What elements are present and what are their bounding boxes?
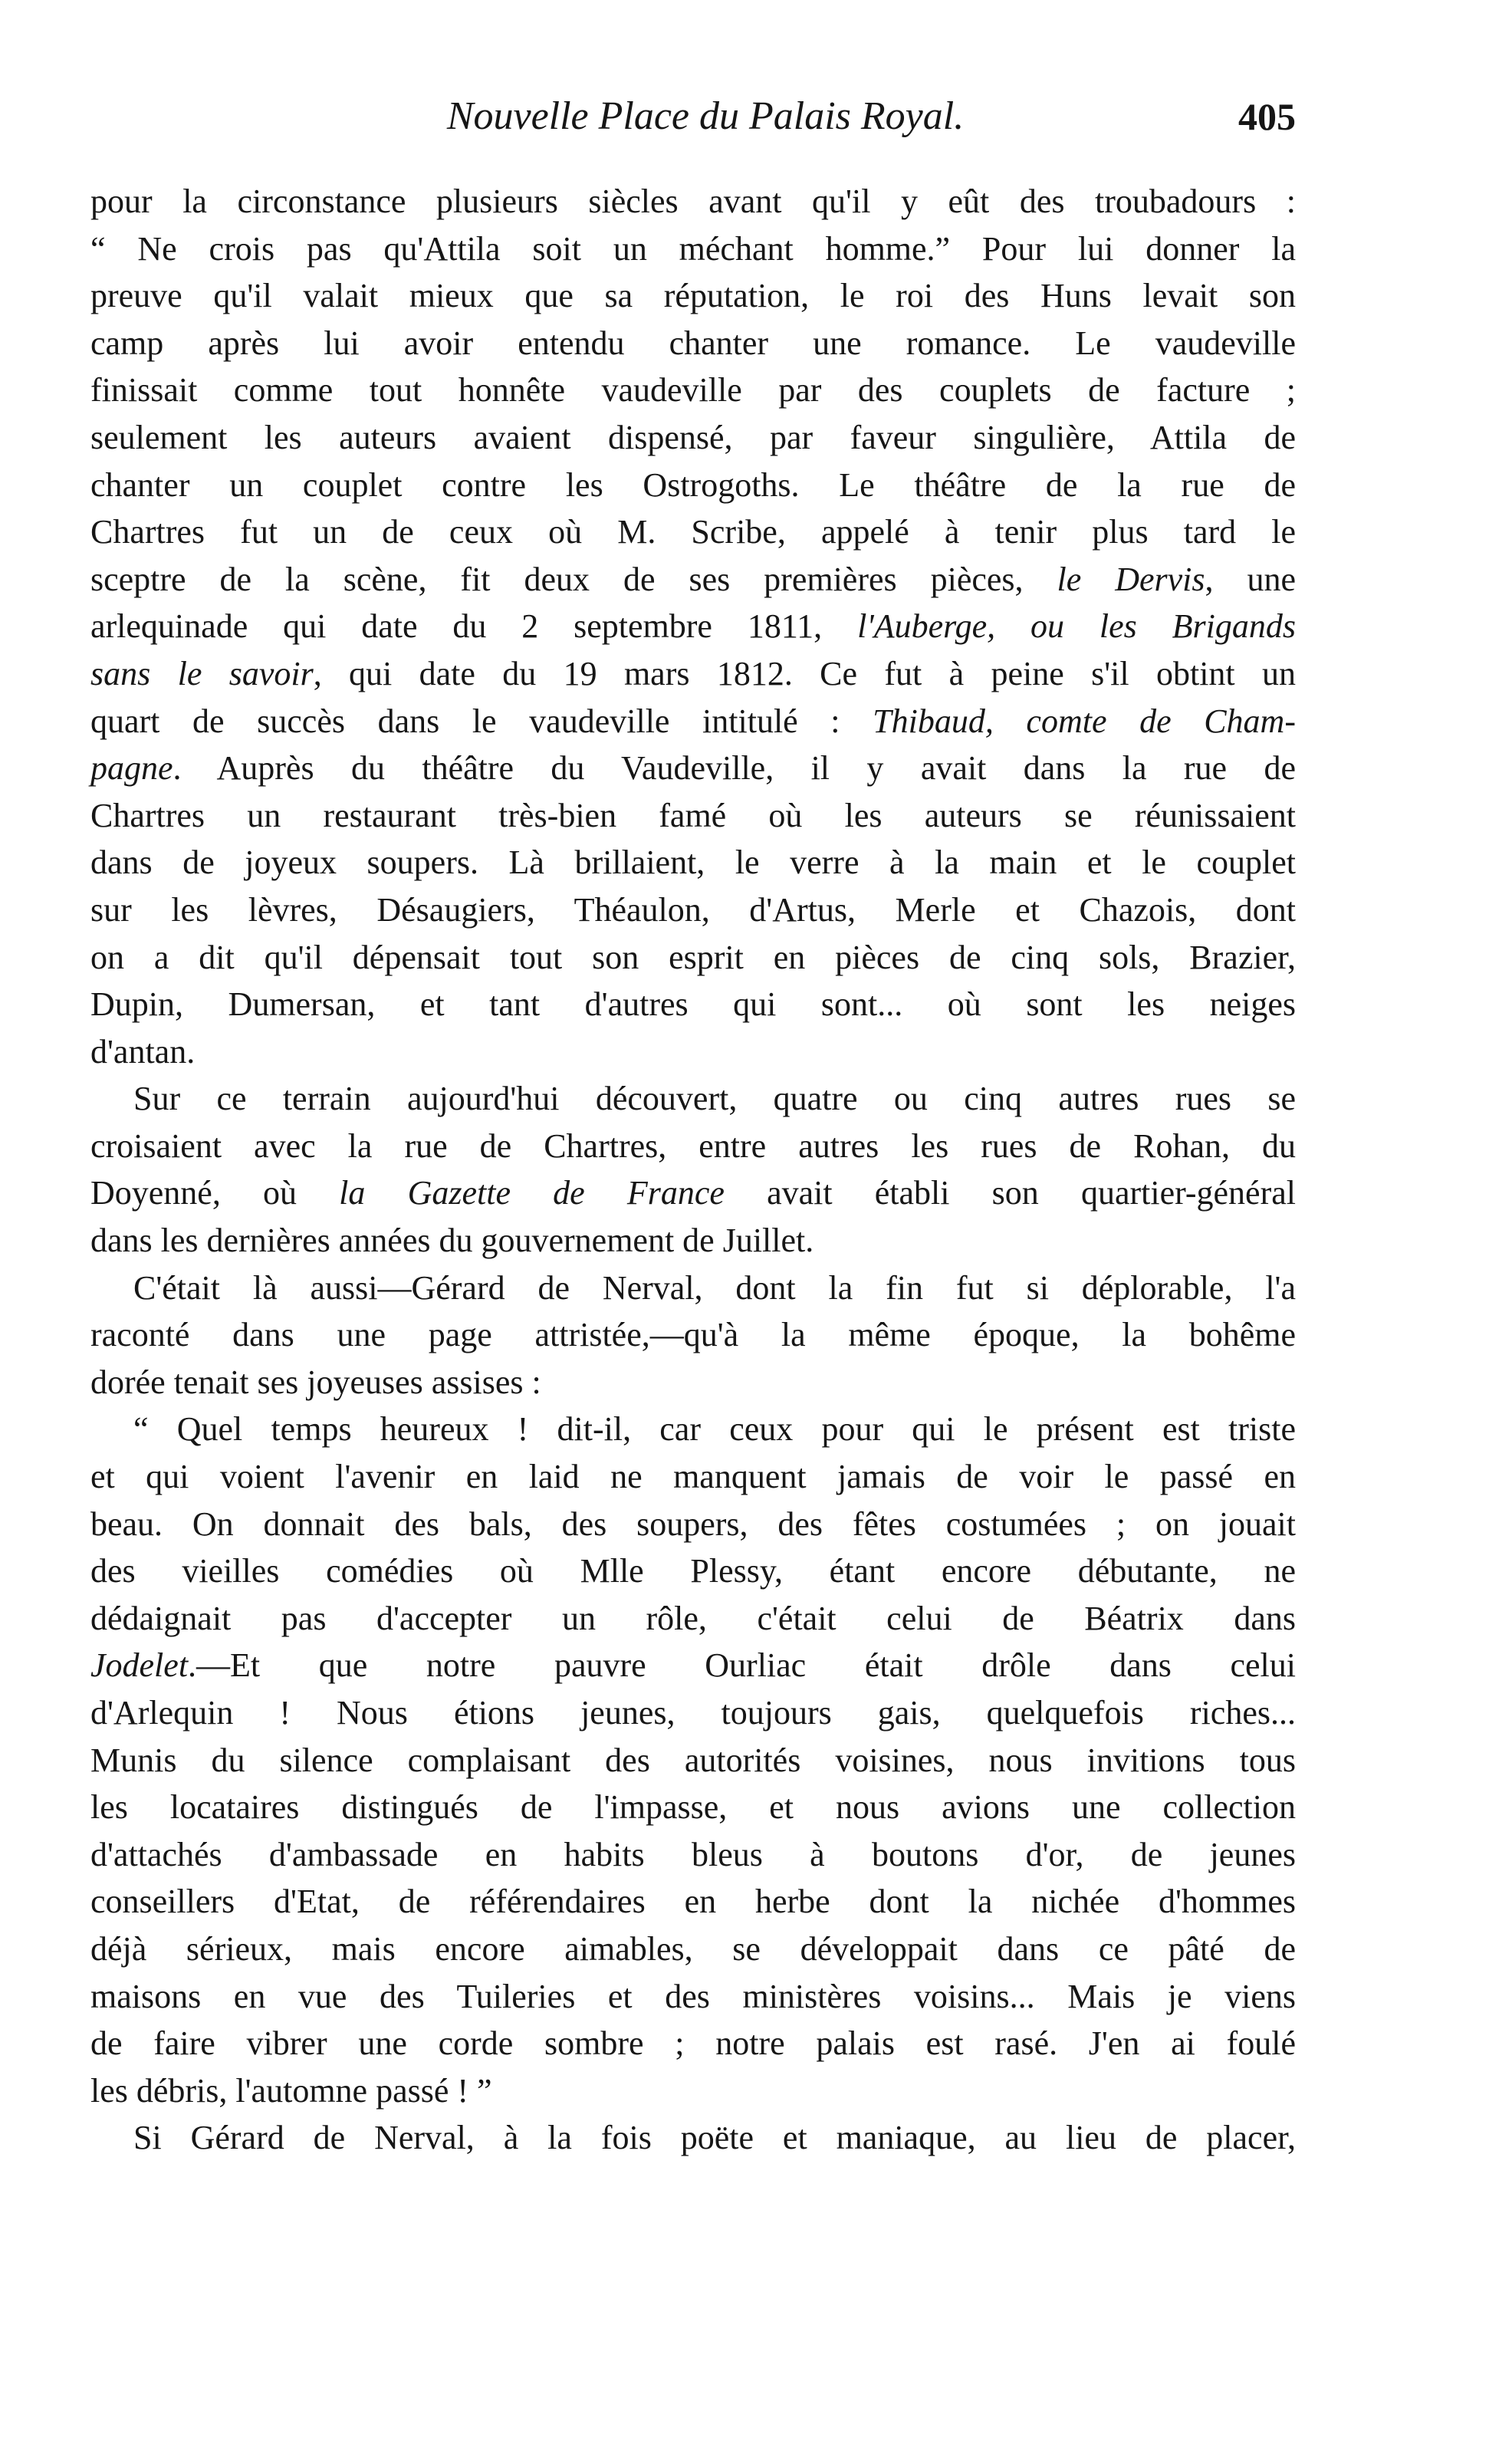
text-line (90, 1642, 1296, 1689)
text-line: seulement les auteurs avaient dispensé, par faveur singulière, Attila de (90, 418, 1296, 456)
body-text (90, 178, 1296, 2162)
text-line: beau. On donnait des bals, des soupers, des fêtes costumées ; on jouait (90, 1505, 1296, 1543)
text-line: d'antan. (90, 1032, 196, 1071)
text-line: “ Quel temps heureux ! dit-il, car ceux pour qui le présent est triste (133, 1410, 1296, 1449)
text-line: les locataires distingués de l'impasse, et nous avions une collection (90, 1788, 1296, 1827)
text-run: , une (1205, 560, 1297, 598)
text-line: chanter un couplet contre les Ostrogoths. Le théâtre de la rue de (90, 465, 1296, 504)
text-line: maisons en vue des Tuileries et des ministères voisins... Mais je viens (90, 1977, 1296, 2015)
text-line: dans les dernières années du gouvernement de Juillet. (90, 1222, 814, 1260)
text-line: finissait comme tout honnête vaudeville par des couplets de facture ; (90, 371, 1296, 409)
text-line: Sur ce terrain aujourd'hui découvert, quatre ou cinq autres rues se (133, 1080, 1296, 1118)
text-line (90, 698, 1296, 745)
text-run: sceptre de la scène, fit deux de ses premières pièces, (90, 560, 1057, 598)
page-number: 405 (1238, 95, 1296, 138)
italic-title: l'Auberge, ou les Brigands (857, 607, 1297, 646)
text-line: Chartres fut un de ceux où M. Scribe, appelé à tenir plus tard le (90, 513, 1296, 551)
text-line: croisaient avec la rue de Chartres, entre autres les rues de Rohan, du (90, 1126, 1296, 1165)
text-line: des vieilles comédies où Mlle Plessy, étant encore débutante, ne (90, 1552, 1296, 1590)
text-line: conseillers d'Etat, de référendaires en herbe dont la nichée d'hommes (90, 1883, 1296, 1921)
text-line (90, 556, 1296, 603)
text-line (90, 650, 1296, 698)
text-line: raconté dans une page attristée,—qu'à la même époque, la bohême (90, 1316, 1296, 1354)
text-line: et qui voient l'avenir en laid ne manquent jamais de voir le passé en (90, 1458, 1296, 1496)
text-run: .—Et que notre pauvre Ourliac était drôle dans celui (188, 1646, 1296, 1685)
text-line: dans de joyeux soupers. Là brillaient, le verre à la main et le couplet (90, 844, 1296, 882)
text-line: C'était là aussi—Gérard de Nerval, dont la fin fut si déplorable, l'a (133, 1268, 1296, 1307)
text-run: arlequinade qui date du 2 septembre 1811, (90, 607, 858, 646)
text-line (90, 745, 1296, 792)
text-line: sur les lèvres, Désaugiers, Théaulon, d'Artus, Merle et Chazois, dont (90, 890, 1296, 929)
italic-title: pagne (90, 749, 173, 788)
text-line: preuve qu'il valait mieux que sa réputation, le roi des Huns levait son (90, 277, 1296, 315)
italic-title: Thibaud, comte de Cham- (873, 702, 1296, 740)
text-line: pour la circonstance plusieurs siècles avant qu'il y eût des troubadours : (90, 183, 1296, 220)
text-line: on a dit qu'il dépensait tout son esprit en pièces de cinq sols, Brazier, (90, 938, 1296, 976)
text-line: Si Gérard de Nerval, à la fois poëte et maniaque, au lieu de placer, (133, 2119, 1296, 2157)
text-line: “ Ne crois pas qu'Attila soit un méchant homme.” Pour lui donner la (90, 229, 1296, 268)
italic-title: la Gazette de France (339, 1174, 725, 1212)
running-title: Nouvelle Place du Palais Royal. (446, 94, 965, 138)
italic-title: Jodelet (90, 1646, 189, 1685)
text-run: avait établi son quartier-général (724, 1174, 1296, 1212)
text-run: , qui date du 19 mars 1812. Ce fut à peine s'il obtint un (313, 654, 1297, 692)
text-line (90, 1169, 1296, 1217)
italic-title: le Dervis (1057, 560, 1205, 598)
text-line: d'Arlequin ! Nous étions jeunes, toujours gais, quelquefois riches... (90, 1694, 1296, 1732)
text-line: dorée tenait ses joyeuses assises : (90, 1363, 541, 1401)
text-line: dédaignait pas d'accepter un rôle, c'était celui de Béatrix dans (90, 1599, 1296, 1637)
text-line: Munis du silence complaisant des autorités voisines, nous invitions tous (90, 1741, 1296, 1779)
text-line: d'attachés d'ambassade en habits bleus à boutons d'or, de jeunes (90, 1835, 1296, 1873)
text-run: quart de succès dans le vaudeville intitulé : (90, 702, 873, 740)
text-line: les débris, l'automne passé ! ” (90, 2071, 492, 2110)
text-line: déjà sérieux, mais encore aimables, se développait dans ce pâté de (90, 1929, 1296, 1968)
text-line: camp après lui avoir entendu chanter une romance. Le vaudeville (90, 324, 1296, 362)
text-line (90, 603, 1296, 650)
italic-title: sans le savoir (90, 654, 314, 692)
text-run: . Auprès du théâtre du Vaudeville, il y avait dans la rue de (173, 749, 1296, 788)
page-header (92, 86, 1296, 147)
text-line: de faire vibrer une corde sombre ; notre palais est rasé. J'en ai foulé (90, 2024, 1296, 2063)
text-line: Dupin, Dumersan, et tant d'autres qui sont... où sont les neiges (90, 985, 1296, 1024)
text-line: Chartres un restaurant très-bien famé où les auteurs se réunissaient (90, 796, 1296, 834)
text-run: Doyenné, où (90, 1174, 340, 1212)
